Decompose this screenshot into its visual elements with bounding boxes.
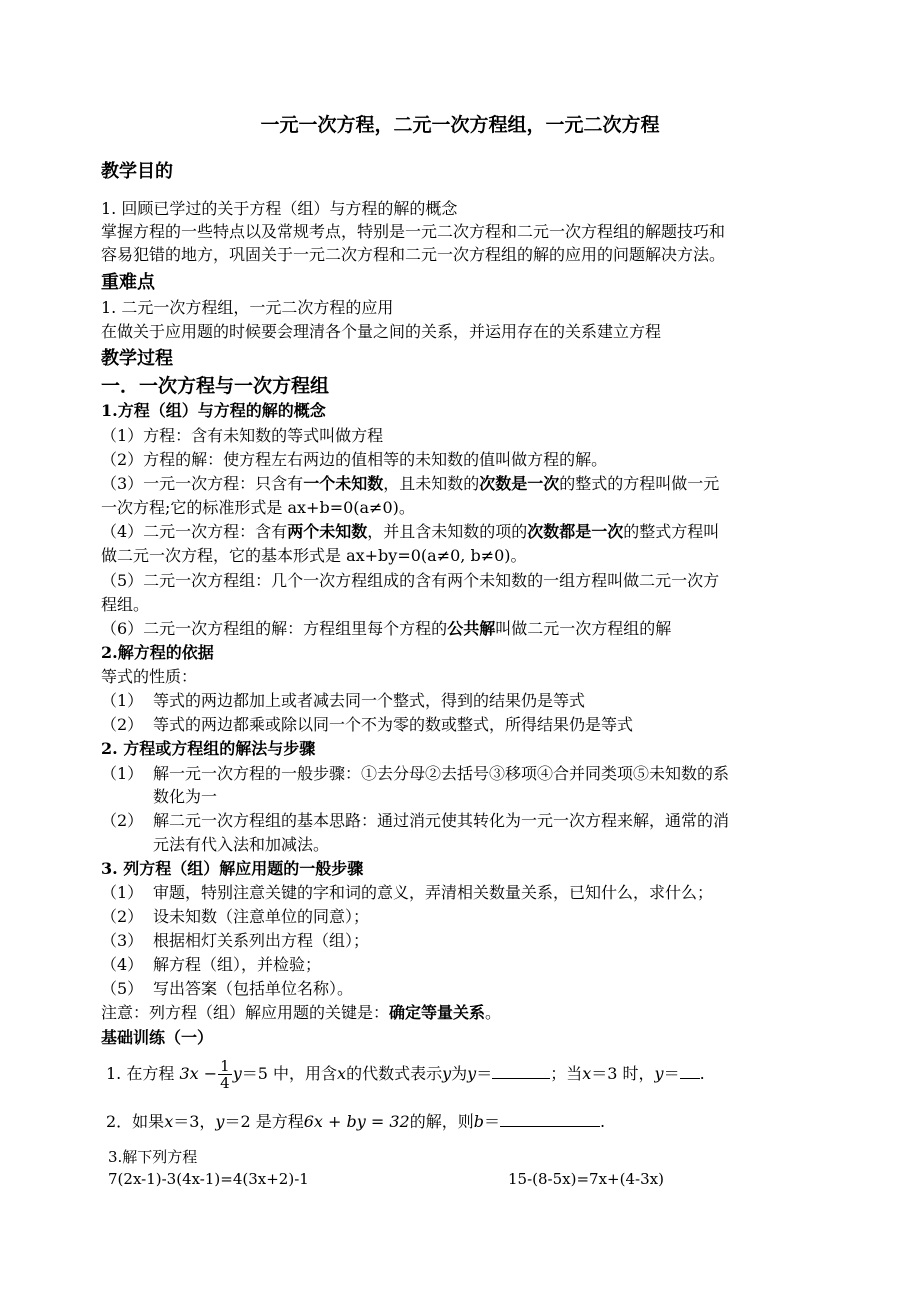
text-span: 1. 在方程	[106, 1064, 175, 1083]
app-4-num: （4）	[101, 955, 144, 974]
app-1: 审题，特别注意关键的字和词的意义，弄清相关数量关系，已知什么，求什么；	[153, 883, 714, 902]
fraction	[218, 1058, 232, 1091]
text-span: 2．如果	[106, 1112, 165, 1131]
concept-3-line-2: 一次方程;它的标准形式是 ax+b=0(a≠0)。	[101, 498, 415, 517]
text-span: 叫做二元一次方程组的解	[495, 619, 672, 638]
basis-2: 等式的两边都乘或除以同一个不为零的数或整式，所得结果仍是等式	[153, 715, 634, 734]
answer-blank[interactable]	[492, 1062, 550, 1079]
math-var: x	[337, 1064, 347, 1083]
math-var: x	[582, 1064, 592, 1083]
question-2	[106, 1110, 605, 1133]
concept-4-line-2: 做二元一次方程，它的基本形式是 ax+by=0(a≠0, b≠0)。	[101, 546, 527, 565]
math-var: y	[232, 1064, 242, 1083]
fraction-numerator: 1	[220, 1057, 230, 1075]
concept-5-line-1: （5）二元一次方程组：几个一次方程组成的含有两个未知数的一组方程叫做二元一次方	[101, 571, 720, 590]
basis-heading: 2.解方程的依据	[101, 643, 214, 662]
text-span: ，且未知数的	[383, 474, 480, 493]
training-heading: 基础训练（一）	[101, 1028, 214, 1047]
math-expr: 6x + by = 32	[303, 1112, 410, 1131]
objectives-line-1: 1. 回顾已学过的关于方程（组）与方程的解的概念	[101, 199, 458, 218]
math-var: y	[654, 1064, 664, 1083]
question-1	[106, 1056, 705, 1092]
bold-term: 两个未知数	[287, 522, 368, 541]
question-3-equation-2: 15-(8-5x)=7x+(4-3x)	[508, 1170, 664, 1188]
app-3: 根据相灯关系列出方程（组）；	[153, 931, 370, 950]
app-5: 写出答案（包括单位名称）。	[153, 979, 354, 998]
steps-2-line-2: 元法有代入法和加减法。	[153, 835, 330, 854]
concept-2: （2）方程的解：使方程左右两边的值相等的未知数的值叫做方程的解。	[101, 450, 608, 469]
steps-2-line-1: 解二元一次方程组的基本思路：通过消元使其转化为一元一次方程来解，通常的消	[153, 811, 730, 830]
steps-1-line-1: 解一元一次方程的一般步骤：①去分母②去括号③移项④合并同类项⑤未知数的系	[153, 764, 730, 783]
basis-1: 等式的两边都加上或者减去同一个整式，得到的结果仍是等式	[153, 691, 586, 710]
math-var: y	[442, 1064, 452, 1083]
steps-1-line-2: 数化为一	[153, 787, 218, 806]
text-span: ，并且含未知数的项的	[367, 522, 528, 541]
app-5-num: （5）	[101, 979, 144, 998]
text-span: ＝3，	[173, 1112, 216, 1131]
text-span: 的整式的方程叫做一元	[559, 474, 720, 493]
text-span: .	[600, 1112, 606, 1131]
concept-6	[101, 618, 671, 640]
difficulties-heading: 重难点	[101, 272, 155, 293]
concept-4-line-1	[101, 521, 719, 543]
text-span: 的整式方程叫	[623, 522, 720, 541]
text-span: ＝3 时，	[591, 1064, 655, 1083]
difficulties-line-2: 在做关于应用题的时候要会理清各个量之间的关系，并运用存在的关系建立方程	[101, 322, 662, 341]
steps-1-num: （1）	[101, 764, 144, 783]
answer-blank[interactable]	[500, 1110, 600, 1127]
concept-5-line-2: 程组。	[101, 595, 150, 614]
process-heading: 教学过程	[101, 348, 173, 369]
note-line	[101, 1002, 501, 1024]
math-var: x	[164, 1112, 174, 1131]
answer-blank[interactable]	[680, 1062, 700, 1079]
app-3-num: （3）	[101, 931, 144, 950]
math-var: y	[467, 1064, 477, 1083]
question-3-heading: 3.解下列方程	[108, 1148, 198, 1166]
text-span: ＝	[663, 1064, 680, 1083]
text-span: 的解，则	[409, 1112, 474, 1131]
bold-term: 次数都是一次	[527, 522, 624, 541]
text-span: （6）二元一次方程组的解：方程组里每个方程的	[101, 619, 448, 638]
app-2-num: （2）	[101, 907, 144, 926]
bold-term: 一个未知数	[303, 474, 384, 493]
fraction-denominator: 4	[220, 1074, 230, 1092]
page-title: 一元一次方程，二元一次方程组，一元二次方程	[260, 114, 660, 136]
text-span: ；当	[550, 1064, 583, 1083]
basis-2-num: （2）	[101, 715, 144, 734]
app-1-num: （1）	[101, 883, 144, 902]
text-span: 的代数式表示	[346, 1064, 443, 1083]
text-span: ＝2 是方程	[224, 1112, 304, 1131]
text-span: ＝5 中，用含	[241, 1064, 338, 1083]
bold-term: 确定等量关系	[389, 1003, 486, 1022]
steps-2-num: （2）	[101, 811, 144, 830]
basis-intro: 等式的性质：	[101, 667, 198, 686]
text-span: ＝	[476, 1064, 493, 1083]
objectives-heading: 教学目的	[101, 161, 173, 182]
difficulties-line-1: 1. 二元一次方程组，一元二次方程的应用	[101, 298, 394, 317]
bold-term: 公共解	[447, 619, 496, 638]
text-span: 注意：列方程（组）解应用题的关键是：	[101, 1003, 390, 1022]
math-expr: 3x −	[179, 1064, 218, 1083]
math-var: b	[473, 1112, 484, 1131]
steps-heading: 2. 方程或方程组的解法与步骤	[101, 739, 316, 758]
text-span: 为	[451, 1064, 468, 1083]
objectives-line-2: 掌握方程的一些特点以及常规考点，特别是一元二次方程和二元一次方程组的解题技巧和	[101, 222, 726, 241]
objectives-line-3: 容易犯错的地方，巩固关于一元二次方程和二元一次方程组的解的应用的问题解决方法。	[101, 245, 726, 264]
app-4: 解方程（组），并检验；	[153, 955, 322, 974]
question-3-equation-1: 7(2x-1)-3(4x-1)=4(3x+2)-1	[108, 1170, 309, 1188]
text-span: （4）二元一次方程：含有	[101, 522, 288, 541]
bold-term: 次数是一次	[479, 474, 560, 493]
math-var: y	[215, 1112, 225, 1131]
text-span: （3）一元一次方程：只含有	[101, 474, 304, 493]
basis-1-num: （1）	[101, 691, 144, 710]
part-one-heading: 一．一次方程与一次方程组	[101, 375, 330, 397]
text-span: ＝	[484, 1112, 501, 1131]
concept-3-line-1	[101, 473, 719, 495]
concept-1: （1）方程：含有未知数的等式叫做方程	[101, 426, 384, 445]
text-span: .	[699, 1064, 705, 1083]
text-span: 。	[485, 1003, 502, 1022]
concept-heading: 1.方程（组）与方程的解的概念	[101, 401, 326, 420]
application-heading: 3. 列方程（组）解应用题的一般步骤	[101, 859, 364, 878]
app-2: 设未知数（注意单位的同意）；	[153, 907, 370, 926]
